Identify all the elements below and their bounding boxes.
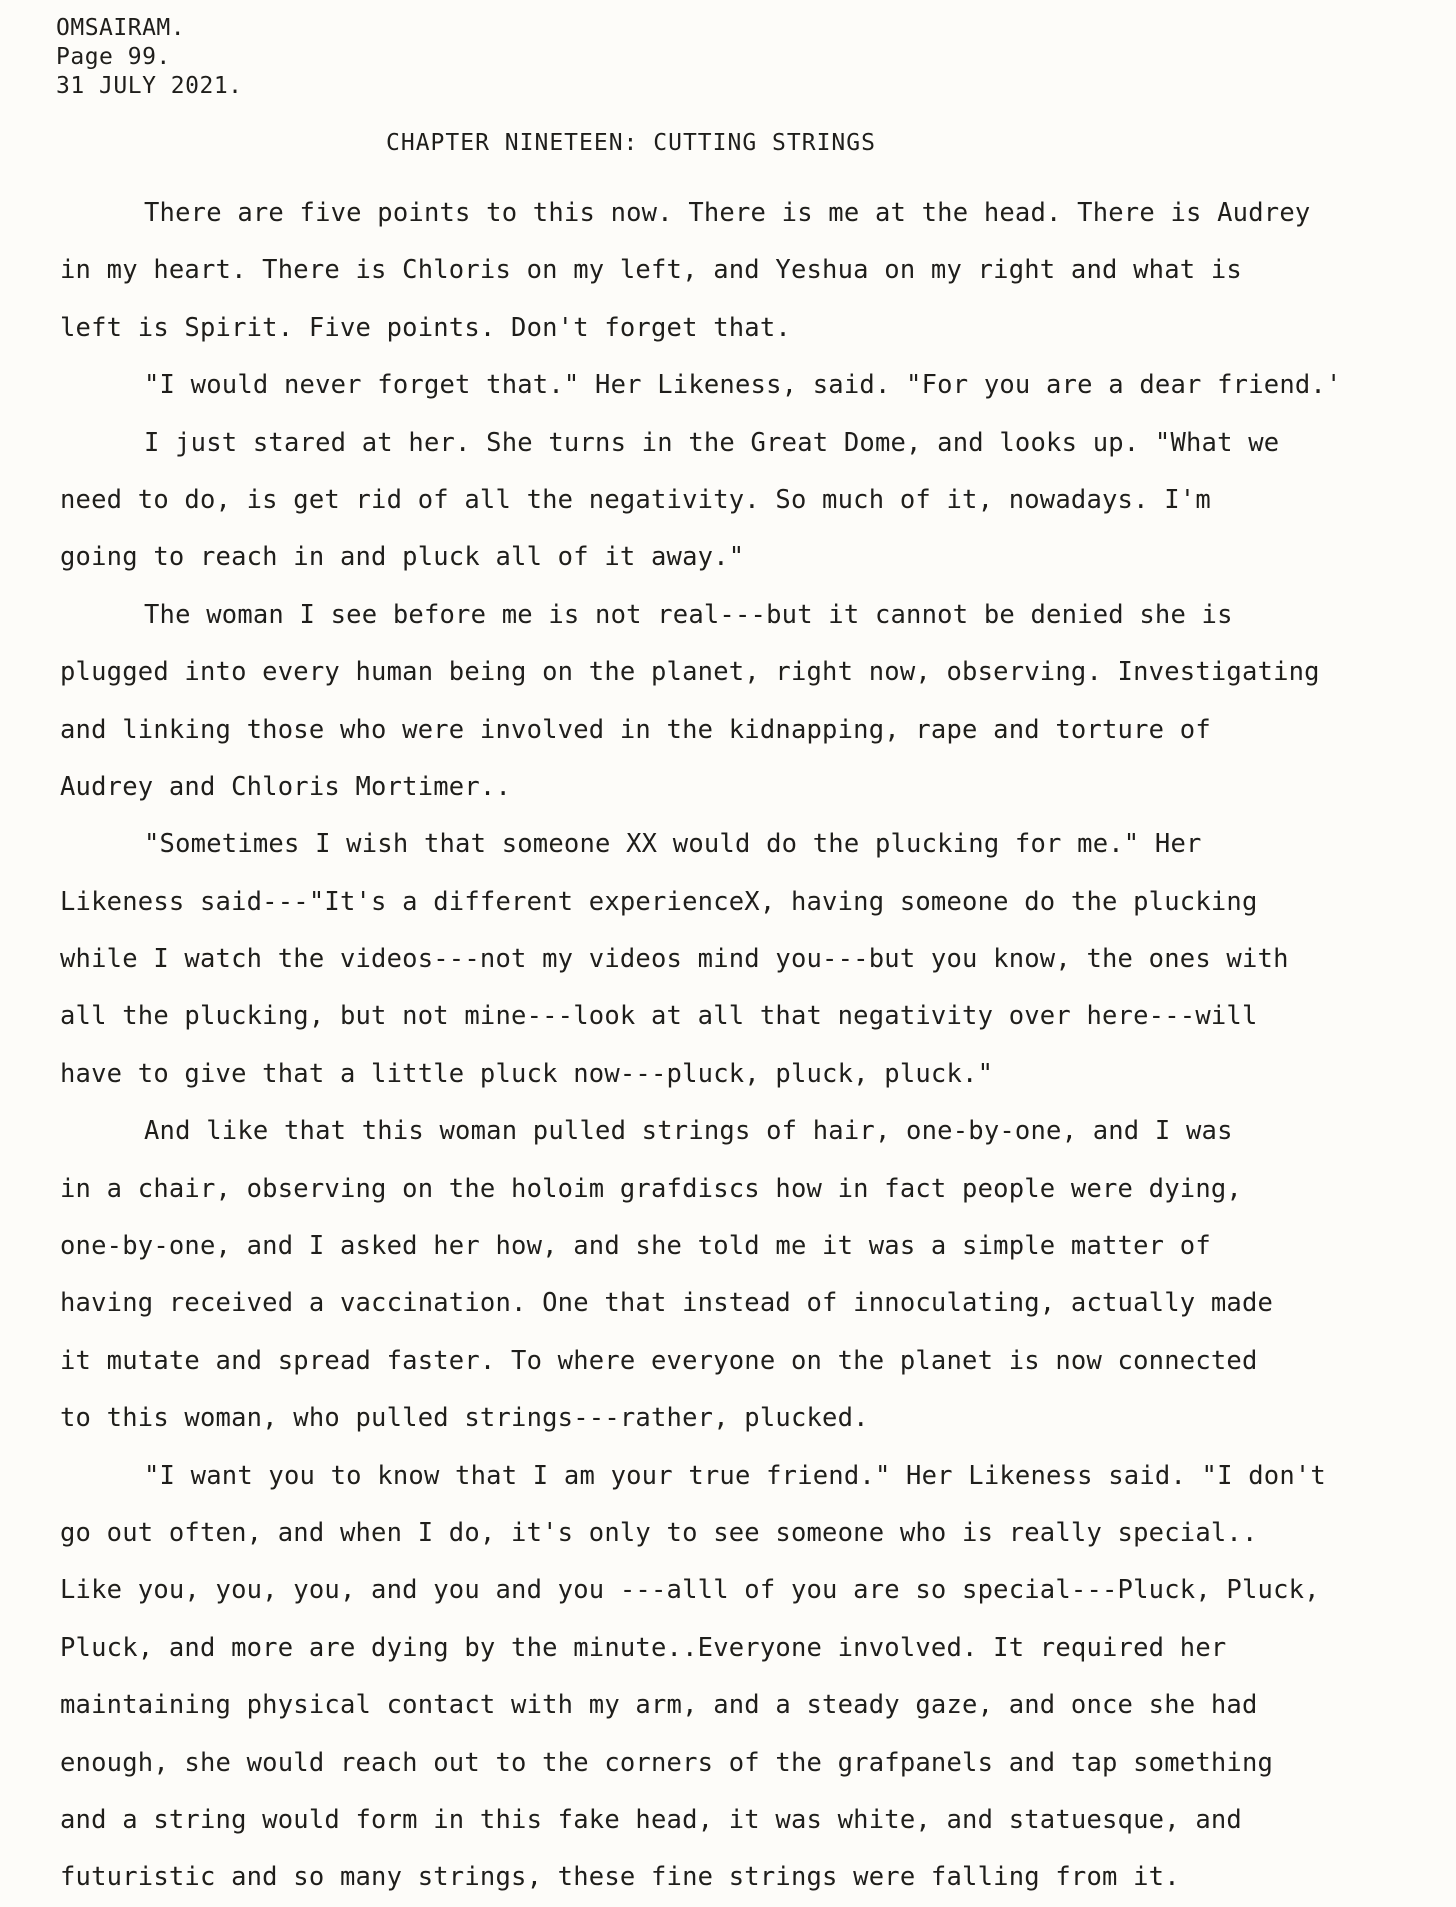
text-line: There are five points to this now. There is me at the head. There is Audrey	[144, 198, 1311, 228]
text-line: futuristic and so many strings, these fine strings were falling from it.	[60, 1862, 1180, 1893]
text-line: going to reach in and pluck all of it away."	[60, 542, 745, 573]
text-line: having received a vaccination. One that instead of innoculating, actually made	[60, 1288, 1274, 1319]
text-line: Pluck, and more are dying by the minute..Everyone involved. It required her	[60, 1632, 1227, 1663]
page-header	[56, 14, 243, 101]
text-line: plugged into every human being on the planet, right now, observing. Investigating	[60, 657, 1320, 688]
body-text	[60, 185, 1450, 1907]
header-date: 31 JULY 2021.	[56, 73, 243, 99]
text-line: maintaining physical contact with my arm, and a steady gaze, and once she had	[60, 1690, 1258, 1721]
text-line: enough, she would reach out to the corners of the grafpanels and tap something	[60, 1747, 1274, 1778]
text-line: it mutate and spread faster. To where everyone on the planet is now connected	[60, 1345, 1258, 1376]
header-om-sairam: OMSAIRAM.	[56, 15, 186, 41]
text-line: Audrey and Chloris Mortimer..	[60, 771, 512, 802]
text-line: go out often, and when I do, it's only to see someone who is really special..	[60, 1517, 1258, 1548]
text-line: "I want you to know that I am your true friend." Her Likeness said. "I don't	[144, 1460, 1326, 1491]
text-line: in a chair, observing on the holoim grafdiscs how in fact people were dying,	[60, 1173, 1242, 1204]
text-line: to this woman, who pulled strings---rather, plucked.	[60, 1403, 869, 1434]
text-line: "I would never forget that." Her Likeness, said. "For you are a dear friend.'	[144, 370, 1342, 401]
text-line: Likeness said---"It's a different experienceX, having someone do the plucking	[60, 886, 1258, 917]
text-line: And like that this woman pulled strings of hair, one-by-one, and I was	[144, 1116, 1233, 1147]
text-line: The woman I see before me is not real---but it cannot be denied she is	[144, 599, 1233, 630]
text-line: need to do, is get rid of all the negativity. So much of it, nowadays. I'm	[60, 484, 1211, 515]
text-line: all the plucking, but not mine---look at all that negativity over here---will	[60, 1001, 1258, 1032]
text-line: while I watch the videos---not my videos mind you---but you know, the ones with	[60, 944, 1289, 975]
text-line: I just stared at her. She turns in the Great Dome, and looks up. "What we	[144, 427, 1280, 458]
text-line: and linking those who were involved in the kidnapping, rape and torture of	[60, 714, 1211, 745]
chapter-title: CHAPTER NINETEEN: CUTTING STRINGS	[386, 130, 876, 156]
header-page-number: Page 99.	[56, 44, 171, 70]
text-line: "Sometimes I wish that someone XX would do the plucking for me." Her	[144, 829, 1202, 860]
text-line: left is Spirit. Five points. Don't forget that.	[60, 312, 791, 343]
text-line: have to give that a little pluck now---pluck, pluck, pluck."	[60, 1058, 994, 1089]
text-line: in my heart. There is Chloris on my left, and Yeshua on my right and what is	[60, 255, 1242, 286]
text-line: and a string would form in this fake head, it was white, and statuesque, and	[60, 1804, 1242, 1835]
text-line: one-by-one, and I asked her how, and she told me it was a simple matter of	[60, 1231, 1211, 1262]
text-line: Like you, you, you, and you and you ---alll of you are so special---Pluck, Pluck,	[60, 1575, 1320, 1606]
